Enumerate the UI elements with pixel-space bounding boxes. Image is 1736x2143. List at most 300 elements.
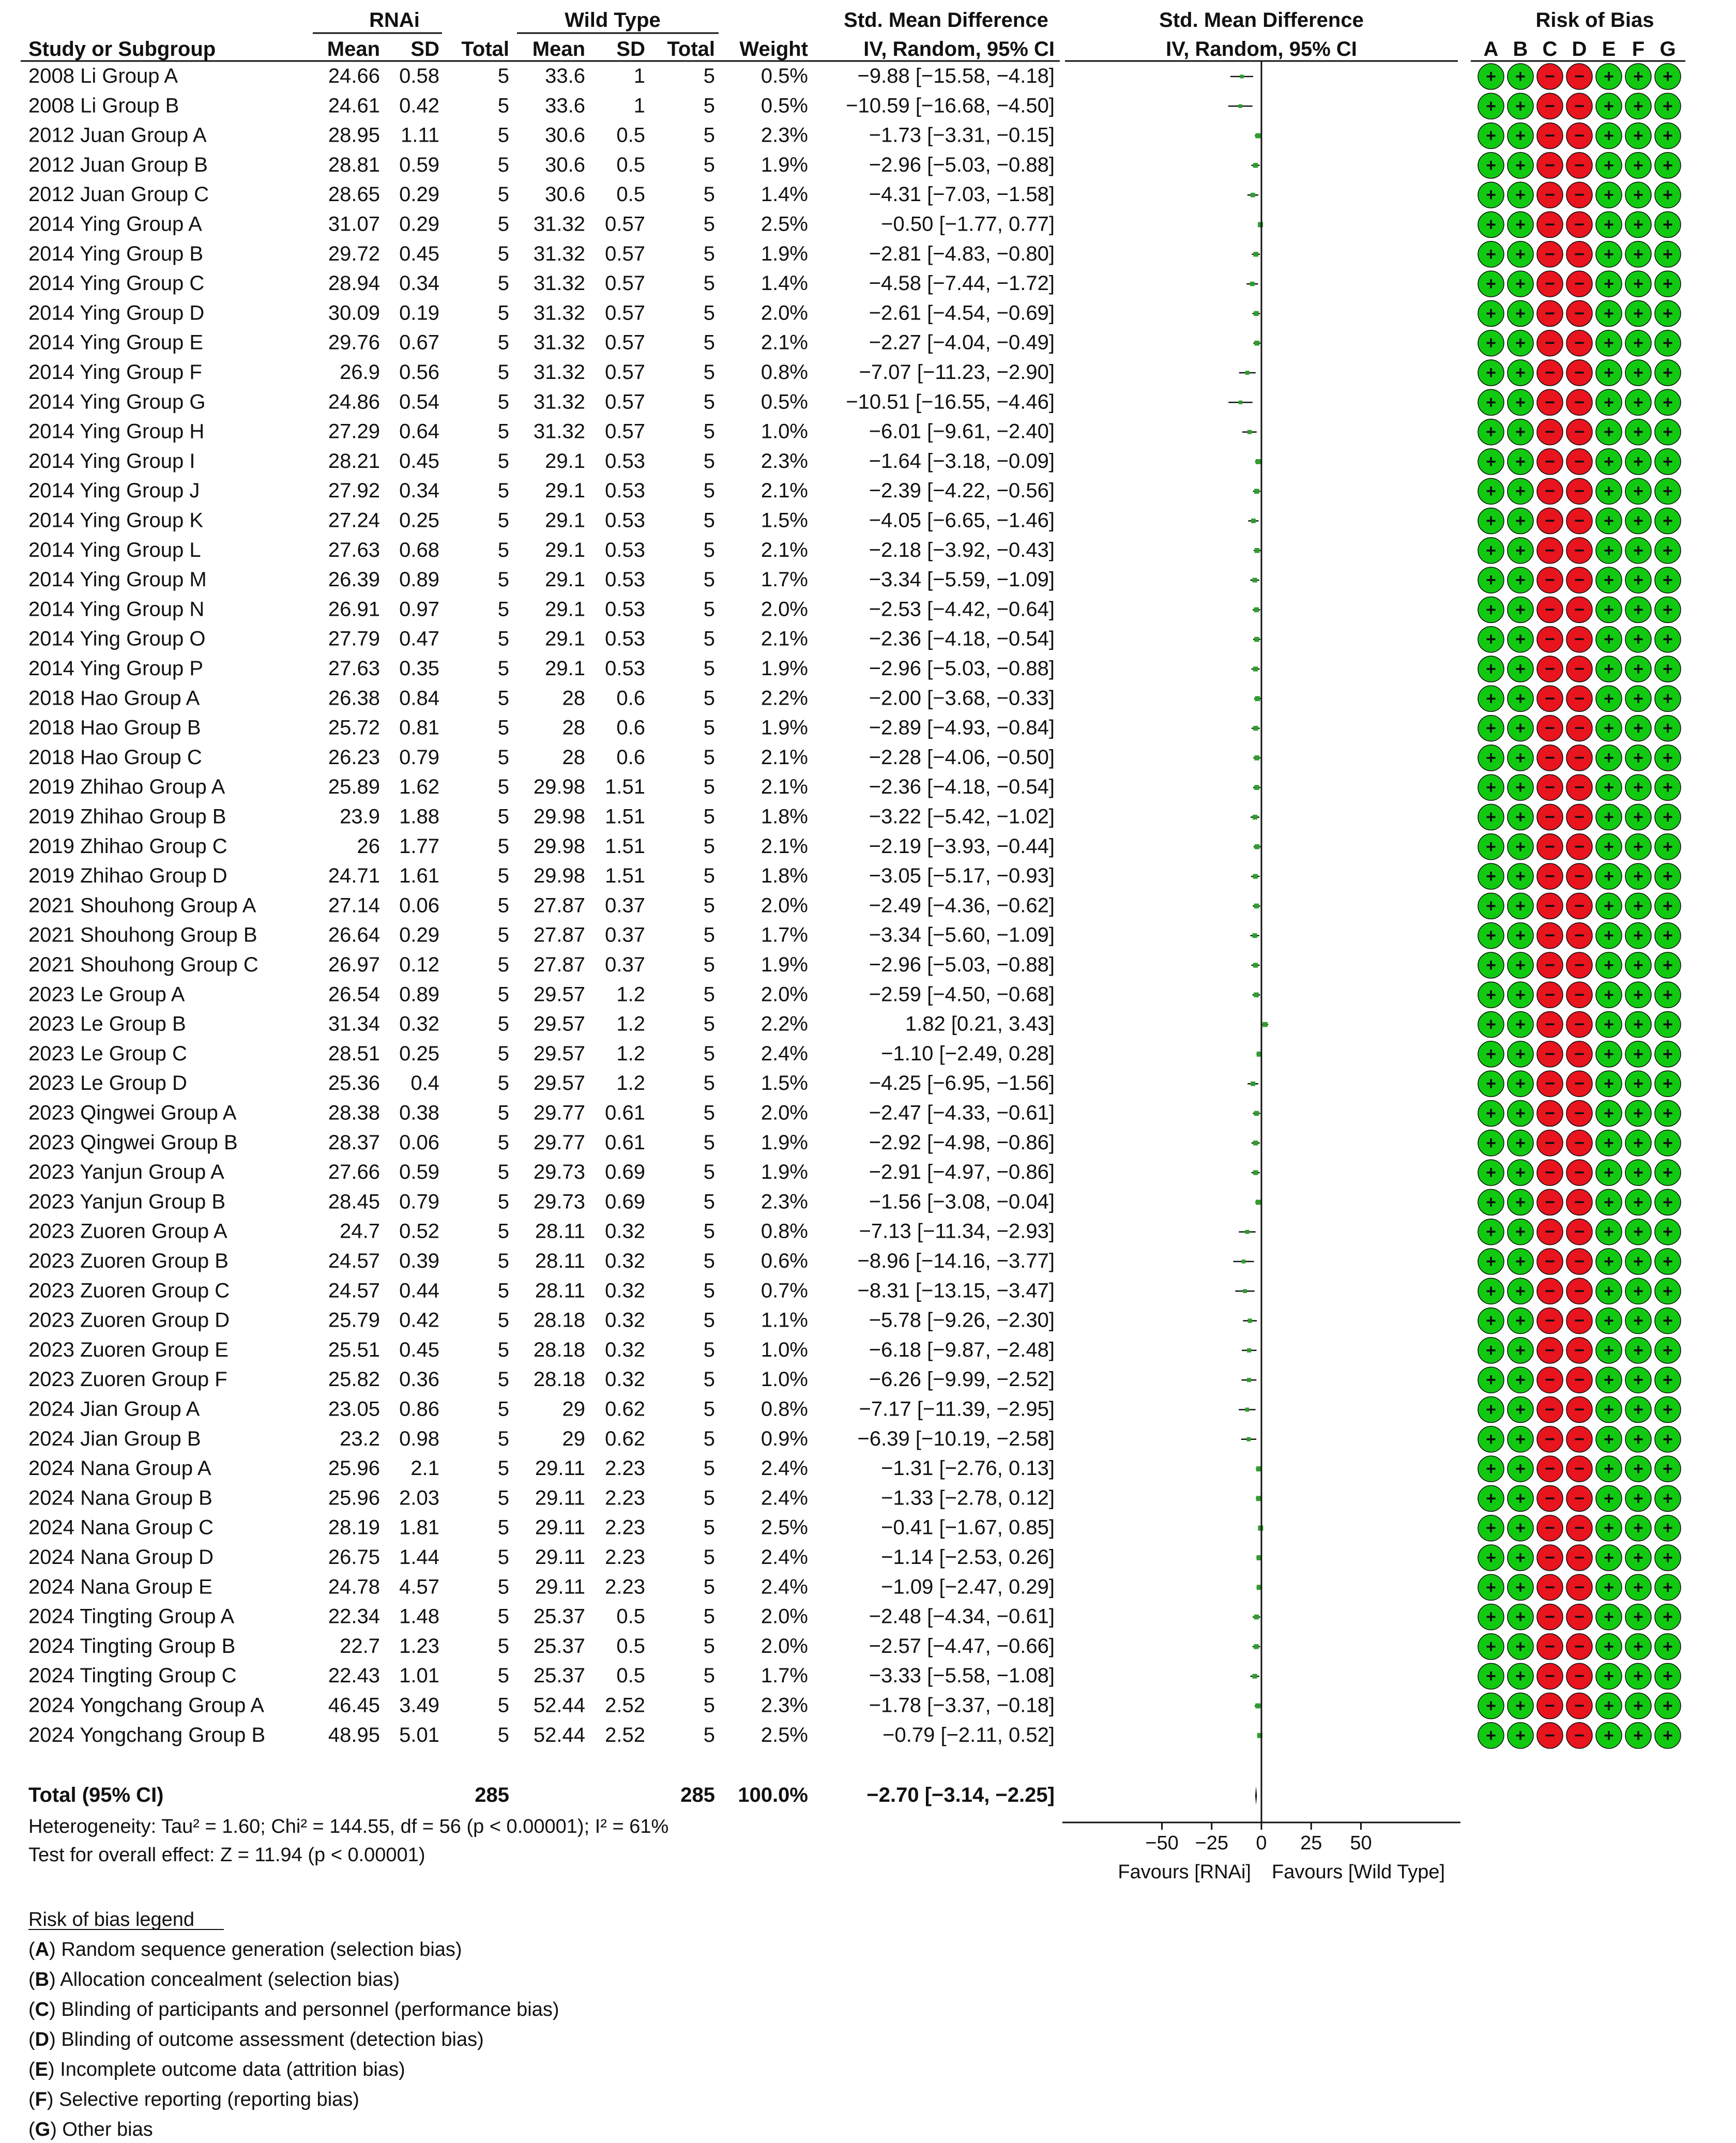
low-risk-sign: + xyxy=(1663,1252,1673,1271)
low-risk-sign: + xyxy=(1663,1222,1673,1242)
rnai-sd: 0.84 xyxy=(399,687,439,710)
study-weight: 2.1% xyxy=(760,538,808,561)
effect-square xyxy=(1253,933,1257,938)
legend-item-B: (B) Allocation concealment (selection bias) xyxy=(28,1969,400,1990)
study-weight: 2.0% xyxy=(760,894,808,917)
wild-mean: 25.37 xyxy=(533,1634,585,1658)
wild-sd: 2.23 xyxy=(605,1575,645,1599)
rnai-sd: 0.36 xyxy=(399,1368,439,1391)
rnai-sd: 0.4 xyxy=(410,1072,439,1095)
high-risk-sign: − xyxy=(1545,1400,1555,1420)
high-risk-sign: − xyxy=(1574,511,1585,531)
low-risk-sign: + xyxy=(1515,1252,1526,1271)
wild-sd: 0.5 xyxy=(616,1634,645,1658)
high-risk-sign: − xyxy=(1574,1725,1585,1745)
wild-mean: 33.6 xyxy=(545,94,585,117)
low-risk-sign: + xyxy=(1515,1074,1526,1094)
low-risk-sign: + xyxy=(1515,896,1526,916)
study-name: 2014 Ying Group P xyxy=(28,657,204,680)
study-ci-text: −7.07 [−11.23, −2.90] xyxy=(859,361,1055,384)
low-risk-sign: + xyxy=(1604,807,1614,827)
low-risk-sign: + xyxy=(1515,689,1526,709)
study-name: 2024 Jian Group B xyxy=(28,1427,201,1450)
header-rnai: RNAi xyxy=(369,9,420,32)
study-ci-text: −2.18 [−3.92, −0.43] xyxy=(869,538,1055,561)
low-risk-sign: + xyxy=(1515,392,1526,413)
study-ci-text: −2.19 [−3.93, −0.44] xyxy=(869,834,1055,858)
wild-sd: 0.57 xyxy=(605,361,645,384)
study-name: 2023 Yanjun Group A xyxy=(28,1161,224,1184)
rnai-sd: 0.35 xyxy=(399,657,439,680)
low-risk-sign: + xyxy=(1633,540,1643,560)
wild-mean: 28.11 xyxy=(535,1279,585,1302)
low-risk-sign: + xyxy=(1604,867,1614,887)
rnai-mean: 25.96 xyxy=(328,1486,380,1510)
high-risk-sign: − xyxy=(1545,600,1555,620)
study-name: 2014 Ying Group H xyxy=(28,420,205,443)
high-risk-sign: − xyxy=(1574,1696,1585,1716)
study-name: 2024 Tingting Group B xyxy=(28,1634,236,1658)
study-ci-text: −2.00 [−3.68, −0.33] xyxy=(869,687,1055,710)
rnai-sd: 0.54 xyxy=(399,390,439,414)
low-risk-sign: + xyxy=(1604,600,1614,620)
wild-mean: 28.11 xyxy=(535,1220,585,1243)
low-risk-sign: + xyxy=(1604,718,1614,738)
rnai-sd: 0.98 xyxy=(399,1427,439,1450)
low-risk-sign: + xyxy=(1515,1311,1526,1331)
low-risk-sign: + xyxy=(1633,1222,1643,1242)
low-risk-sign: + xyxy=(1633,1636,1643,1656)
rnai-total: 5 xyxy=(497,1250,509,1272)
high-risk-sign: − xyxy=(1574,1370,1585,1390)
total-label: Total (95% CI) xyxy=(28,1784,164,1806)
study-ci-text: −0.50 [−1.77, 0.77] xyxy=(881,212,1055,236)
wild-sd: 0.5 xyxy=(616,124,645,147)
high-risk-sign: − xyxy=(1574,96,1585,116)
low-risk-sign: + xyxy=(1515,925,1526,946)
low-risk-sign: + xyxy=(1633,570,1643,590)
wild-total: 5 xyxy=(703,509,715,532)
high-risk-sign: − xyxy=(1574,689,1585,709)
rnai-total: 5 xyxy=(497,1427,509,1450)
high-risk-sign: − xyxy=(1545,1192,1555,1212)
low-risk-sign: + xyxy=(1486,1607,1496,1627)
study-ci-text: −1.14 [−2.53, 0.26] xyxy=(881,1546,1055,1569)
low-risk-sign: + xyxy=(1486,985,1496,1005)
wild-mean: 25.37 xyxy=(533,1605,585,1628)
rnai-sd: 4.57 xyxy=(399,1575,439,1599)
high-risk-sign: − xyxy=(1574,629,1585,649)
study-weight: 1.7% xyxy=(760,568,808,591)
rnai-sd: 1.01 xyxy=(399,1664,439,1688)
high-risk-sign: − xyxy=(1574,1163,1585,1183)
study-weight: 1.9% xyxy=(760,1131,808,1154)
rnai-mean: 28.21 xyxy=(328,449,380,473)
study-weight: 2.1% xyxy=(760,479,808,503)
wild-total: 5 xyxy=(703,420,715,443)
rnai-total: 5 xyxy=(497,1605,509,1628)
study-ci-text: −2.48 [−4.34, −0.61] xyxy=(869,1605,1055,1628)
high-risk-sign: − xyxy=(1574,718,1585,738)
legend-item-D: (D) Blinding of outcome assessment (detection bias) xyxy=(28,2029,484,2050)
wild-mean: 29.57 xyxy=(533,1042,585,1065)
low-risk-sign: + xyxy=(1515,600,1526,620)
rnai-total: 5 xyxy=(497,923,509,947)
wild-total: 5 xyxy=(703,183,715,206)
low-risk-sign: + xyxy=(1633,629,1643,649)
rnai-total: 5 xyxy=(497,1546,509,1569)
rnai-sd: 0.29 xyxy=(399,212,439,236)
study-name: 2024 Jian Group A xyxy=(28,1397,200,1421)
high-risk-sign: − xyxy=(1574,600,1585,620)
study-ci-text: −6.01 [−9.61, −2.40] xyxy=(869,420,1055,443)
rnai-total: 5 xyxy=(497,568,509,591)
study-weight: 1.7% xyxy=(760,923,808,947)
low-risk-sign: + xyxy=(1486,896,1496,916)
wild-mean: 31.32 xyxy=(533,272,585,295)
rnai-mean: 26.23 xyxy=(328,746,380,769)
effect-square xyxy=(1239,401,1242,404)
wild-mean: 29.98 xyxy=(533,864,585,888)
low-risk-sign: + xyxy=(1633,215,1643,235)
study-name: 2014 Ying Group O xyxy=(28,627,206,650)
study-ci-text: −10.59 [−16.68, −4.50] xyxy=(846,94,1055,117)
low-risk-sign: + xyxy=(1604,274,1614,294)
rnai-sd: 0.59 xyxy=(399,153,439,176)
study-weight: 0.5% xyxy=(760,94,808,117)
low-risk-sign: + xyxy=(1663,807,1673,827)
study-weight: 2.3% xyxy=(760,1694,808,1717)
rnai-mean: 28.19 xyxy=(328,1516,380,1539)
header-plot-sub: IV, Random, 95% CI xyxy=(1166,38,1357,60)
high-risk-sign: − xyxy=(1545,126,1555,146)
wild-sd: 0.32 xyxy=(605,1368,645,1391)
wild-mean: 29 xyxy=(562,1427,585,1450)
low-risk-sign: + xyxy=(1515,570,1526,590)
high-risk-sign: − xyxy=(1545,1488,1555,1509)
study-weight: 2.1% xyxy=(760,331,808,354)
low-risk-sign: + xyxy=(1515,1548,1526,1568)
study-name: 2014 Ying Group M xyxy=(28,568,207,591)
wild-total: 5 xyxy=(703,1575,715,1599)
wild-total: 5 xyxy=(703,1072,715,1095)
wild-sd: 0.6 xyxy=(616,716,645,739)
study-ci-text: −2.36 [−4.18, −0.54] xyxy=(869,627,1055,650)
low-risk-sign: + xyxy=(1515,1281,1526,1301)
low-risk-sign: + xyxy=(1515,1044,1526,1064)
high-risk-sign: − xyxy=(1545,481,1555,501)
study-weight: 0.8% xyxy=(760,1220,808,1243)
low-risk-sign: + xyxy=(1633,867,1643,887)
study-ci-text: −2.92 [−4.98, −0.86] xyxy=(869,1131,1055,1154)
study-name: 2024 Tingting Group A xyxy=(28,1605,235,1628)
low-risk-sign: + xyxy=(1604,333,1614,353)
rnai-mean: 27.14 xyxy=(328,894,380,917)
wild-mean: 29.1 xyxy=(545,479,585,503)
wild-sd: 0.53 xyxy=(605,598,645,621)
rnai-total: 5 xyxy=(497,479,509,503)
study-name: 2023 Zuoren Group B xyxy=(28,1250,229,1272)
rnai-mean: 24.86 xyxy=(328,390,380,414)
wild-sd: 1.51 xyxy=(605,864,645,888)
rnai-sd: 0.38 xyxy=(399,1101,439,1124)
header-smd: Std. Mean Difference xyxy=(844,9,1048,32)
study-ci-text: −3.34 [−5.60, −1.09] xyxy=(869,923,1055,947)
low-risk-sign: + xyxy=(1604,126,1614,146)
low-risk-sign: + xyxy=(1663,570,1673,590)
low-risk-sign: + xyxy=(1663,1725,1673,1745)
study-weight: 1.9% xyxy=(760,716,808,739)
low-risk-sign: + xyxy=(1604,1044,1614,1064)
rnai-total: 5 xyxy=(497,1042,509,1065)
high-risk-sign: − xyxy=(1574,1518,1585,1538)
rnai-total: 5 xyxy=(497,361,509,384)
high-risk-sign: − xyxy=(1545,215,1555,235)
study-name: 2023 Qingwei Group A xyxy=(28,1101,237,1124)
low-risk-sign: + xyxy=(1515,1103,1526,1123)
rnai-mean: 28.65 xyxy=(328,183,380,206)
wild-mean: 30.6 xyxy=(545,153,585,176)
wild-mean: 28.18 xyxy=(533,1368,585,1391)
rnai-total: 5 xyxy=(497,183,509,206)
study-ci-text: −2.28 [−4.06, −0.50] xyxy=(869,746,1055,769)
wild-mean: 30.6 xyxy=(545,183,585,206)
rnai-mean: 27.63 xyxy=(328,657,380,680)
header-bias-D: D xyxy=(1572,38,1587,60)
low-risk-sign: + xyxy=(1633,1696,1643,1716)
low-risk-sign: + xyxy=(1604,778,1614,798)
low-risk-sign: + xyxy=(1486,1192,1496,1212)
effect-square xyxy=(1253,163,1258,168)
effect-square xyxy=(1240,74,1243,78)
rnai-total: 5 xyxy=(497,1457,509,1480)
low-risk-sign: + xyxy=(1515,363,1526,383)
low-risk-sign: + xyxy=(1486,925,1496,946)
rnai-total: 5 xyxy=(497,598,509,621)
wild-total: 5 xyxy=(703,1220,715,1243)
low-risk-sign: + xyxy=(1604,629,1614,649)
study-name: 2014 Ying Group I xyxy=(28,449,195,473)
wild-mean: 31.32 xyxy=(533,242,585,265)
rnai-mean: 27.79 xyxy=(328,627,380,650)
rnai-total: 5 xyxy=(497,331,509,354)
legend-item-C: (C) Blinding of participants and personnel (performance bias) xyxy=(28,1999,559,2020)
effect-square xyxy=(1254,1644,1258,1649)
effect-square xyxy=(1253,815,1257,819)
low-risk-sign: + xyxy=(1515,1400,1526,1420)
high-risk-sign: − xyxy=(1574,185,1585,205)
low-risk-sign: + xyxy=(1486,1133,1496,1153)
rnai-mean: 22.34 xyxy=(328,1605,380,1628)
low-risk-sign: + xyxy=(1663,689,1673,709)
high-risk-sign: − xyxy=(1545,1252,1555,1271)
high-risk-sign: − xyxy=(1574,1133,1585,1153)
low-risk-sign: + xyxy=(1604,1429,1614,1449)
rnai-mean: 25.82 xyxy=(328,1368,380,1391)
rnai-mean: 24.57 xyxy=(328,1250,380,1272)
rnai-mean: 26.54 xyxy=(328,983,380,1006)
rnai-total: 5 xyxy=(497,746,509,769)
rnai-sd: 0.97 xyxy=(399,598,439,621)
study-name: 2024 Nana Group A xyxy=(28,1457,211,1480)
rnai-total: 5 xyxy=(497,1190,509,1213)
low-risk-sign: + xyxy=(1515,1488,1526,1509)
effect-square xyxy=(1254,904,1259,908)
study-ci-text: −2.27 [−4.04, −0.49] xyxy=(869,331,1055,354)
wild-total: 5 xyxy=(703,953,715,976)
low-risk-sign: + xyxy=(1486,1577,1496,1598)
low-risk-sign: + xyxy=(1663,215,1673,235)
low-risk-sign: + xyxy=(1604,1518,1614,1538)
low-risk-sign: + xyxy=(1486,1696,1496,1716)
study-weight: 1.0% xyxy=(760,1368,808,1391)
wild-total: 5 xyxy=(703,331,715,354)
high-risk-sign: − xyxy=(1574,303,1585,324)
low-risk-sign: + xyxy=(1486,1370,1496,1390)
rnai-mean: 28.95 xyxy=(328,124,380,147)
low-risk-sign: + xyxy=(1486,748,1496,768)
effect-square xyxy=(1262,1022,1268,1027)
low-risk-sign: + xyxy=(1663,1074,1673,1094)
rnai-mean: 26.75 xyxy=(328,1546,380,1569)
effect-square xyxy=(1258,1526,1263,1531)
wild-sd: 2.52 xyxy=(605,1723,645,1746)
wild-total: 5 xyxy=(703,687,715,710)
high-risk-sign: − xyxy=(1574,481,1585,501)
high-risk-sign: − xyxy=(1545,67,1555,86)
rnai-mean: 24.7 xyxy=(340,1220,380,1243)
high-risk-sign: − xyxy=(1574,422,1585,442)
low-risk-sign: + xyxy=(1515,303,1526,324)
wild-mean: 31.32 xyxy=(533,361,585,384)
wild-total: 5 xyxy=(703,627,715,650)
low-risk-sign: + xyxy=(1486,1400,1496,1420)
low-risk-sign: + xyxy=(1486,629,1496,649)
effect-square xyxy=(1247,1378,1251,1382)
low-risk-sign: + xyxy=(1604,1666,1614,1686)
effect-square xyxy=(1254,489,1259,494)
low-risk-sign: + xyxy=(1663,451,1673,472)
low-risk-sign: + xyxy=(1515,985,1526,1005)
high-risk-sign: − xyxy=(1574,1459,1585,1479)
high-risk-sign: − xyxy=(1574,1014,1585,1035)
total-n-rnai: 285 xyxy=(475,1784,509,1806)
low-risk-sign: + xyxy=(1515,67,1526,86)
rnai-total: 5 xyxy=(497,65,509,87)
high-risk-sign: − xyxy=(1545,925,1555,946)
high-risk-sign: − xyxy=(1574,215,1585,235)
study-name: 2024 Nana Group C xyxy=(28,1516,214,1539)
wild-sd: 0.57 xyxy=(605,331,645,354)
low-risk-sign: + xyxy=(1604,1370,1614,1390)
low-risk-sign: + xyxy=(1663,185,1673,205)
high-risk-sign: − xyxy=(1574,392,1585,413)
wild-total: 5 xyxy=(703,1131,715,1154)
study-weight: 1.9% xyxy=(760,242,808,265)
low-risk-sign: + xyxy=(1604,422,1614,442)
low-risk-sign: + xyxy=(1663,1370,1673,1390)
wild-total: 5 xyxy=(703,1694,715,1717)
rnai-total: 5 xyxy=(497,1072,509,1095)
study-weight: 1.4% xyxy=(760,272,808,295)
header-rob: Risk of Bias xyxy=(1535,9,1654,32)
low-risk-sign: + xyxy=(1486,1725,1496,1745)
low-risk-sign: + xyxy=(1604,215,1614,235)
study-name: 2023 Zuoren Group C xyxy=(28,1279,230,1302)
low-risk-sign: + xyxy=(1486,689,1496,709)
wild-sd: 1.2 xyxy=(616,1072,645,1095)
low-risk-sign: + xyxy=(1663,67,1673,86)
rnai-total: 5 xyxy=(497,1575,509,1599)
low-risk-sign: + xyxy=(1633,244,1643,264)
high-risk-sign: − xyxy=(1574,1488,1585,1509)
low-risk-sign: + xyxy=(1604,185,1614,205)
x-tick-label: −25 xyxy=(1195,1832,1228,1854)
rnai-mean: 31.34 xyxy=(328,1012,380,1036)
low-risk-sign: + xyxy=(1663,1103,1673,1123)
overall-effect-text: Test for overall effect: Z = 11.94 (p < 0.00001) xyxy=(28,1844,425,1866)
high-risk-sign: − xyxy=(1545,392,1555,413)
rnai-sd: 0.06 xyxy=(399,894,439,917)
rnai-sd: 2.1 xyxy=(410,1457,439,1480)
low-risk-sign: + xyxy=(1633,896,1643,916)
rnai-sd: 3.49 xyxy=(399,1694,439,1717)
rnai-mean: 28.94 xyxy=(328,272,380,295)
low-risk-sign: + xyxy=(1663,333,1673,353)
study-name: 2024 Nana Group E xyxy=(28,1575,212,1599)
wild-sd: 2.23 xyxy=(605,1516,645,1539)
low-risk-sign: + xyxy=(1515,244,1526,264)
rnai-sd: 0.25 xyxy=(399,509,439,532)
high-risk-sign: − xyxy=(1574,1429,1585,1449)
low-risk-sign: + xyxy=(1663,1133,1673,1153)
low-risk-sign: + xyxy=(1663,1488,1673,1509)
low-risk-sign: + xyxy=(1663,1518,1673,1538)
high-risk-sign: − xyxy=(1545,1074,1555,1094)
header-bias-G: G xyxy=(1659,38,1676,60)
rnai-total: 5 xyxy=(497,953,509,976)
rnai-mean: 26.38 xyxy=(328,687,380,710)
study-ci-text: −1.31 [−2.76, 0.13] xyxy=(881,1457,1055,1480)
effect-square xyxy=(1245,1230,1250,1234)
total-ci-text: −2.70 [−3.14, −2.25] xyxy=(866,1784,1055,1806)
study-ci-text: −3.34 [−5.59, −1.09] xyxy=(869,568,1055,591)
low-risk-sign: + xyxy=(1663,392,1673,413)
effect-square xyxy=(1254,637,1259,642)
effect-square xyxy=(1242,1259,1245,1263)
study-name: 2014 Ying Group J xyxy=(28,479,200,503)
legend-item-G: (G) Other bias xyxy=(28,2119,153,2140)
low-risk-sign: + xyxy=(1663,155,1673,175)
study-ci-text: −2.47 [−4.33, −0.61] xyxy=(869,1101,1055,1124)
study-ci-text: −4.58 [−7.44, −1.72] xyxy=(869,272,1055,295)
low-risk-sign: + xyxy=(1663,600,1673,620)
wild-total: 5 xyxy=(703,1161,715,1184)
wild-sd: 0.61 xyxy=(605,1101,645,1124)
effect-square xyxy=(1254,341,1259,346)
low-risk-sign: + xyxy=(1515,1636,1526,1656)
high-risk-sign: − xyxy=(1545,1636,1555,1656)
rnai-mean: 27.92 xyxy=(328,479,380,503)
high-risk-sign: − xyxy=(1545,1696,1555,1716)
low-risk-sign: + xyxy=(1604,451,1614,472)
study-weight: 2.1% xyxy=(760,627,808,650)
low-risk-sign: + xyxy=(1633,185,1643,205)
low-risk-sign: + xyxy=(1604,1074,1614,1094)
wild-sd: 0.53 xyxy=(605,509,645,532)
low-risk-sign: + xyxy=(1515,185,1526,205)
low-risk-sign: + xyxy=(1633,67,1643,86)
